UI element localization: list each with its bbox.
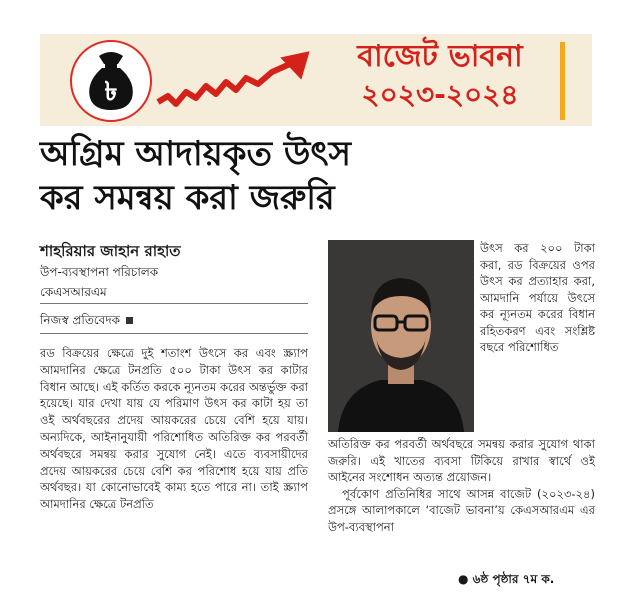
banner-years: ২০২৩-২০২৪ xyxy=(361,78,519,111)
svg-text:৳: ৳ xyxy=(104,77,118,107)
portrait-image xyxy=(328,240,474,432)
author-photo xyxy=(328,240,474,432)
author-role: উপ-ব্যবস্থাপনা পরিচালক xyxy=(40,265,159,279)
divider xyxy=(40,303,308,304)
money-bag-icon xyxy=(72,42,150,120)
body-paragraph: পূর্বকোণ প্রতিনিধির সাথে আসন্ন বাজেট (২০২৩-২৪) প্রসঙ্গে আলাপকালে ‘বাজেট ভাবনা’য় কেএসআরএম এর উপ-ব্যবস্থাপনা xyxy=(328,486,595,534)
body-right-column: উৎস কর ২০০ টাকা করা, রড বিক্রয়ের ওপর উৎস কর প্রত্যাহার করা, আমদানি পর্যায়ে উৎসে কর ন্যূনতম করের বিধান রহিতকরণ এবং সংশ্লিষ্ট বছরে পরিশোধিত xyxy=(480,241,595,354)
continuation-label: ৬ষ্ঠ পৃষ্ঠার ৭ম ক. xyxy=(472,572,555,586)
banner-title: বাজেট ভাবনা xyxy=(357,39,523,74)
banner-accent-bar xyxy=(560,42,565,120)
body-left-column: রড বিক্রয়ের ক্ষেত্রে দুই শতাংশ উৎসে কর এবং স্ক্র্যাপ আমদানির ক্ষেত্রে টনপ্রতি ৫০০ টাকা উৎস কর কাটার বিধান আছে। এই কর্তিত করকে ন্যূনতম করের অন্তর্ভুক্ত করা হয়েছে। যার দেখা যায় যে পরিমাণ উৎস কর কাটা হয় তা ওই অর্থবছরের প্রদেয় আয়করের চেয়ে বেশি হয়ে যায়। অন্যদিকে, আইনানুযায়ী পরিশোধিত অতিরিক্ত কর পরবর্তী অর্থবছরে সমন্বয় করার সুযোগ নেই। এতে ব্যবসায়ীদের প্রদেয় আয়করের চেয়ে বেশি কর পরিশোধ হয়ে যায় প্রতি অর্থবছর। যা কোনোভাবেই কাম্য হতে পারে না। তাই স্ক্র্যাপ আমদানির ক্ষেত্রে টনপ্রতি xyxy=(40,346,308,512)
reporter-label: নিজস্ব প্রতিবেদক xyxy=(40,313,121,327)
headline xyxy=(40,132,620,220)
body-paragraph: অতিরিক্ত কর পরবর্তী অর্থবছরে সমন্বয় করার সুযোগ থাকা জরুরি। এই খাতের ব্যবসা টিকিয়ে রাখার স্বার্থে ওই আইনের সংশোধন অত্যন্ত প্রয়োজন। xyxy=(328,437,595,484)
body-bottom-column xyxy=(328,436,595,535)
reporter-credit xyxy=(40,312,133,332)
headline-line-2: কর সমন্বয় করা জরুরি xyxy=(40,178,335,218)
square-mark-icon xyxy=(126,317,133,324)
author-name: শাহরিয়ার জাহান রাহাত xyxy=(40,242,181,260)
divider xyxy=(40,333,308,334)
money-bag-logo xyxy=(70,40,152,122)
continuation-note: ● ৬ষ্ঠ পৃষ্ঠার ৭ম ক. xyxy=(458,572,555,586)
rising-trend-arrow-icon xyxy=(150,40,325,120)
headline-line-1: অগ্রিম আদায়কৃত উৎস xyxy=(40,134,352,174)
author-organization: কেএসআরএম xyxy=(40,285,107,299)
